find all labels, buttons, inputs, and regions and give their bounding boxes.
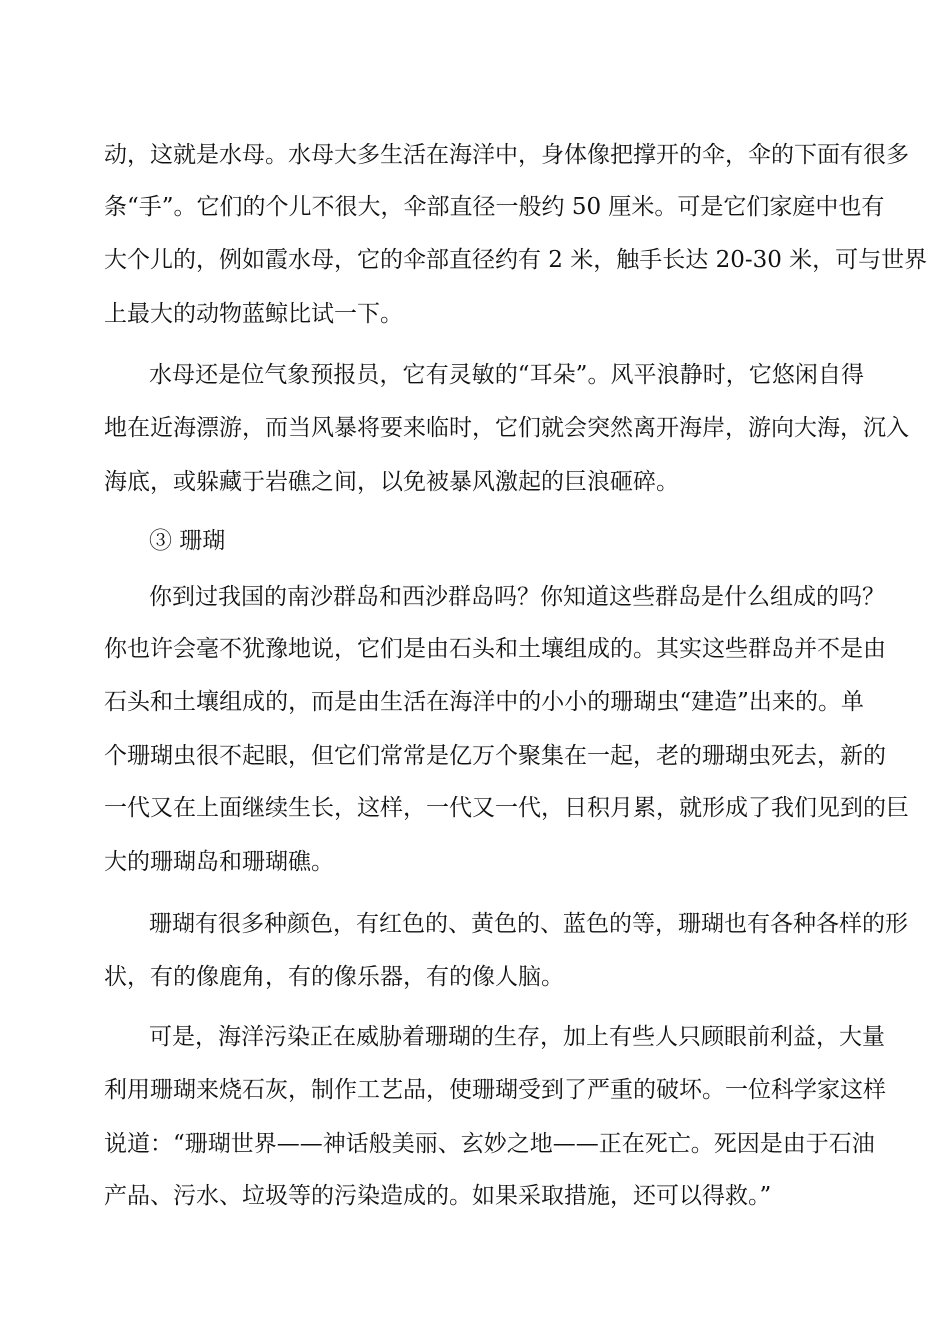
text-line: 一代又在上面继续生长，这样，一代又一代，日积月累，就形成了我们见到的巨	[104, 795, 909, 821]
paragraph-first-line: 水母还是位气象预报员，它有灵敏的“耳朵”。风平浪静时，它悠闲自得	[149, 362, 864, 388]
text-line: 上最大的动物蓝鲸比试一下。	[104, 301, 403, 327]
text-line: 个珊瑚虫很不起眼，但它们常常是亿万个聚集在一起，老的珊瑚虫死去，新的	[104, 743, 886, 769]
text-line: 大的珊瑚岛和珊瑚礁。	[104, 849, 334, 875]
text-line: 条“手”。它们的个儿不很大，伞部直径一般约 50 厘米。可是它们家庭中也有	[104, 194, 885, 220]
text-line: 石头和土壤组成的，而是由生活在海洋中的小小的珊瑚虫“建造”出来的。单	[104, 689, 864, 715]
text-line: 大个儿的，例如霞水母，它的伞部直径约有 2 米，触手长达 20-30 米，可与世界	[104, 247, 928, 273]
text-line: 状，有的像鹿角，有的像乐器，有的像人脑。	[104, 964, 564, 990]
paragraph-first-line: 可是，海洋污染正在威胁着珊瑚的生存，加上有些人只顾眼前利益，大量	[149, 1024, 885, 1050]
text-line: 说道：“珊瑚世界——神话般美丽、玄妙之地——正在死亡。死因是由于石油	[104, 1131, 875, 1157]
text-line: 你也许会毫不犹豫地说，它们是由石头和土壤组成的。其实这些群岛并不是由	[104, 636, 886, 662]
text-line: 动，这就是水母。水母大多生活在海洋中，身体像把撑开的伞，伞的下面有很多	[104, 142, 909, 168]
text-line: 地在近海漂游，而当风暴将要来临时，它们就会突然离开海岸，游向大海，沉入	[104, 415, 909, 441]
section-heading: ③ 珊瑚	[149, 528, 226, 554]
paragraph-first-line: 珊瑚有很多种颜色，有红色的、黄色的、蓝色的等，珊瑚也有各种各样的形	[149, 911, 908, 937]
text-line: 利用珊瑚来烧石灰，制作工艺品，使珊瑚受到了严重的破坏。一位科学家这样	[104, 1077, 886, 1103]
text-line: 产品、污水、垃圾等的污染造成的。如果采取措施，还可以得救。”	[104, 1183, 772, 1209]
text-line: 海底，或躲藏于岩礁之间，以免被暴风激起的巨浪砸碎。	[104, 469, 679, 495]
paragraph-first-line: 你到过我国的南沙群岛和西沙群岛吗？你知道这些群岛是什么组成的吗？	[149, 584, 885, 610]
